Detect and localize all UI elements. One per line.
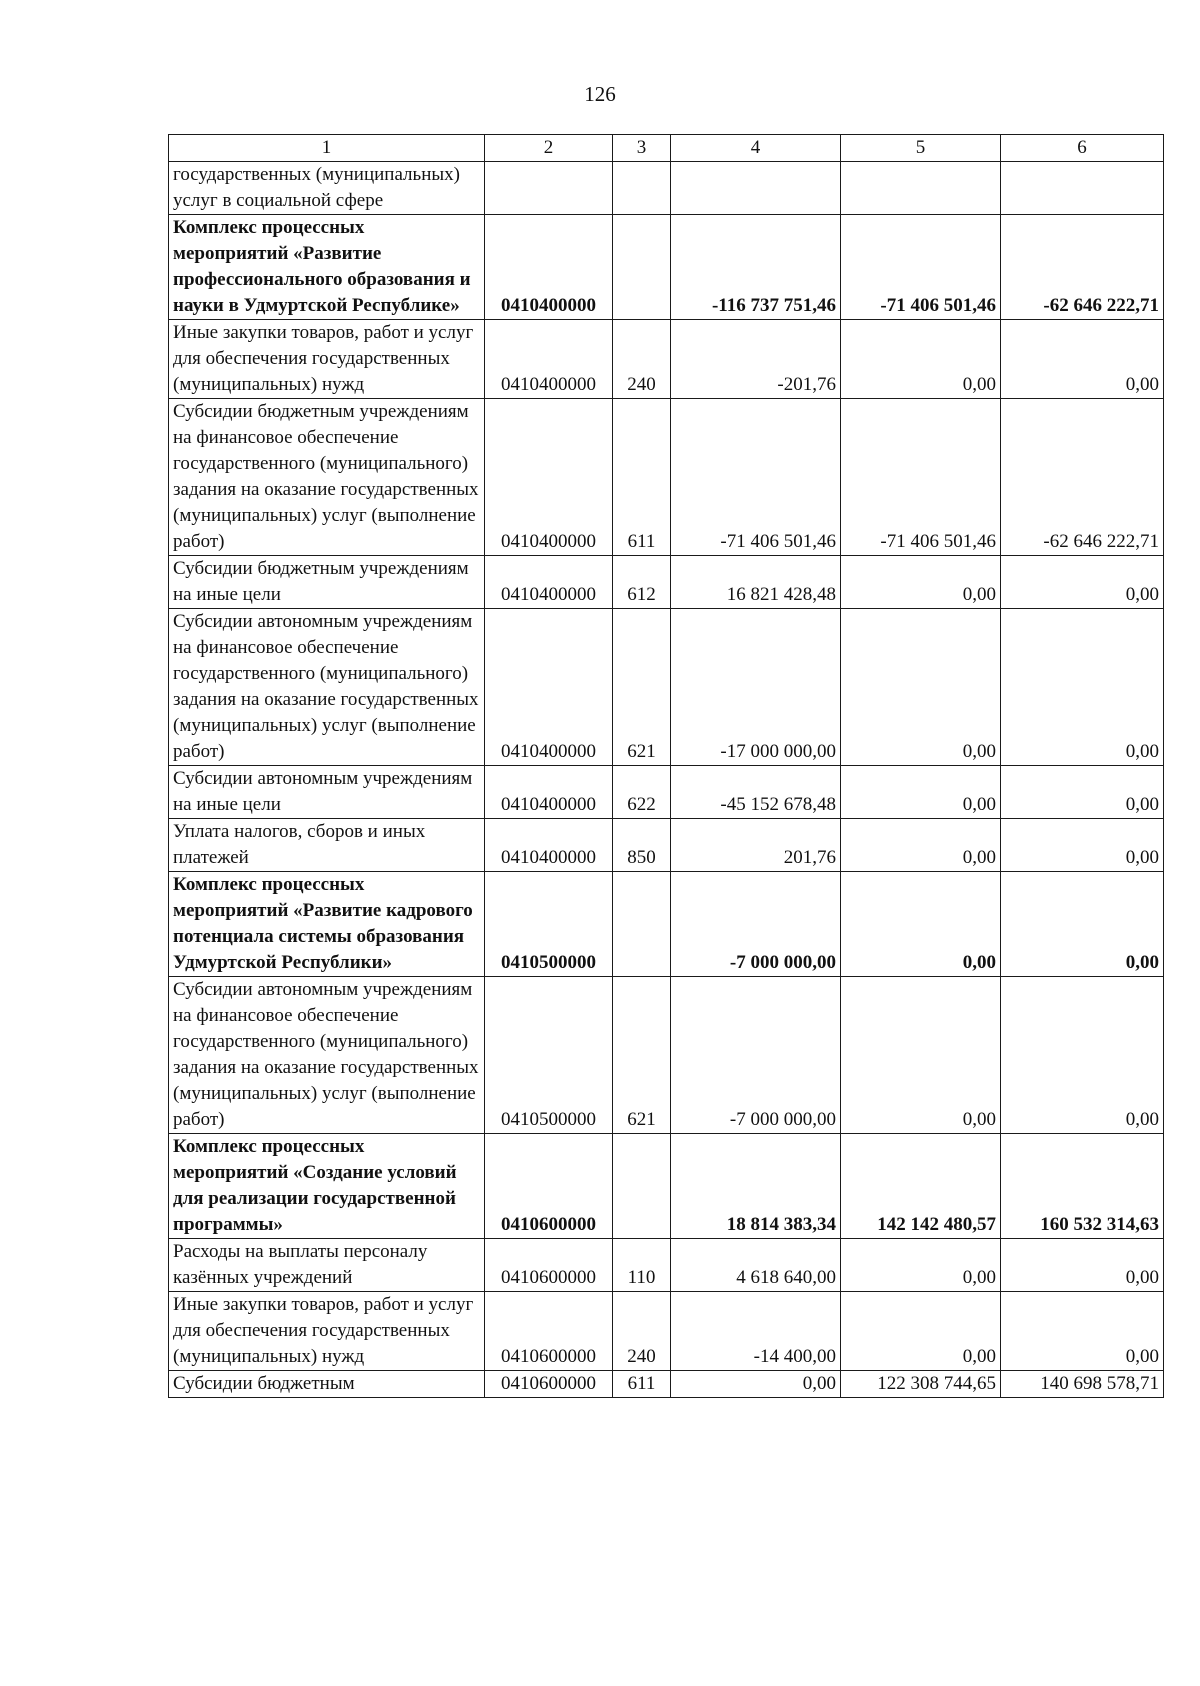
- row-expense-type: [613, 215, 671, 320]
- table-row: [169, 320, 1164, 399]
- page-number: 126: [584, 82, 616, 106]
- table-row: [169, 1292, 1164, 1371]
- row-name: Субсидии автономным учреждениям на иные цели: [169, 766, 485, 819]
- table-row: [169, 977, 1164, 1134]
- table-row: [169, 1239, 1164, 1292]
- row-value-col5: 0,00: [841, 872, 1001, 977]
- row-value-col6: 0,00: [1001, 872, 1164, 977]
- row-value-col6: 0,00: [1001, 320, 1164, 399]
- row-name: государственных (муниципальных) услуг в социальной сфере: [169, 162, 485, 215]
- row-value-col6: -62 646 222,71: [1001, 215, 1164, 320]
- row-value-col4: 18 814 383,34: [671, 1134, 841, 1239]
- row-name: Комплекс процессных мероприятий «Создание условий для реализации государственной программы»: [169, 1134, 485, 1239]
- row-value-col4: -116 737 751,46: [671, 215, 841, 320]
- row-expense-type: 110: [613, 1239, 671, 1292]
- row-value-col6: 140 698 578,71: [1001, 1371, 1164, 1398]
- row-value-col5: 0,00: [841, 1292, 1001, 1371]
- table-row: [169, 556, 1164, 609]
- row-value-col6: 0,00: [1001, 556, 1164, 609]
- row-value-col5: 0,00: [841, 766, 1001, 819]
- row-value-col4: -17 000 000,00: [671, 609, 841, 766]
- row-name: Уплата налогов, сборов и иных платежей: [169, 819, 485, 872]
- row-expense-type: 240: [613, 320, 671, 399]
- row-value-col5: 122 308 744,65: [841, 1371, 1001, 1398]
- column-header: 1: [169, 135, 485, 162]
- row-code: 0410400000: [485, 766, 613, 819]
- row-value-col5: 0,00: [841, 1239, 1001, 1292]
- table-row: [169, 609, 1164, 766]
- row-value-col4: 16 821 428,48: [671, 556, 841, 609]
- row-expense-type: 240: [613, 1292, 671, 1371]
- row-value-col5: 142 142 480,57: [841, 1134, 1001, 1239]
- table-row: [169, 162, 1164, 215]
- row-name: Субсидии бюджетным учреждениям на иные цели: [169, 556, 485, 609]
- row-value-col4: -7 000 000,00: [671, 872, 841, 977]
- row-value-col6: 0,00: [1001, 1239, 1164, 1292]
- row-expense-type: 621: [613, 609, 671, 766]
- row-code: 0410400000: [485, 320, 613, 399]
- table-row: [169, 766, 1164, 819]
- row-value-col5: 0,00: [841, 609, 1001, 766]
- row-value-col6: -62 646 222,71: [1001, 399, 1164, 556]
- row-expense-type: [613, 162, 671, 215]
- row-value-col6: 0,00: [1001, 1292, 1164, 1371]
- row-code: 0410600000: [485, 1371, 613, 1398]
- row-value-col5: [841, 162, 1001, 215]
- row-value-col4: 4 618 640,00: [671, 1239, 841, 1292]
- column-number-header: [169, 135, 1164, 162]
- row-value-col6: 0,00: [1001, 609, 1164, 766]
- row-value-col5: 0,00: [841, 977, 1001, 1134]
- row-expense-type: [613, 1134, 671, 1239]
- row-code: 0410400000: [485, 215, 613, 320]
- row-value-col5: 0,00: [841, 819, 1001, 872]
- row-expense-type: 621: [613, 977, 671, 1134]
- table-row: [169, 819, 1164, 872]
- row-code: [485, 162, 613, 215]
- row-name: Субсидии автономным учреждениям на финансовое обеспечение государственного (муниципального) задания на оказание государственных (муниципальных) услуг (выполнение работ): [169, 977, 485, 1134]
- row-value-col6: [1001, 162, 1164, 215]
- row-expense-type: 611: [613, 399, 671, 556]
- row-value-col5: 0,00: [841, 556, 1001, 609]
- row-code: 0410600000: [485, 1239, 613, 1292]
- row-code: 0410500000: [485, 977, 613, 1134]
- row-value-col5: -71 406 501,46: [841, 399, 1001, 556]
- column-header: 4: [671, 135, 841, 162]
- row-value-col6: 0,00: [1001, 977, 1164, 1134]
- row-expense-type: 612: [613, 556, 671, 609]
- row-value-col6: 0,00: [1001, 766, 1164, 819]
- table-row-group-total: [169, 215, 1164, 320]
- row-code: 0410600000: [485, 1134, 613, 1239]
- column-header: 3: [613, 135, 671, 162]
- row-code: 0410400000: [485, 819, 613, 872]
- row-code: 0410400000: [485, 556, 613, 609]
- row-name: Иные закупки товаров, работ и услуг для обеспечения государственных (муниципальных) нужд: [169, 1292, 485, 1371]
- column-header: 5: [841, 135, 1001, 162]
- table-row-group-total: [169, 1134, 1164, 1239]
- column-header: 2: [485, 135, 613, 162]
- row-value-col4: -45 152 678,48: [671, 766, 841, 819]
- row-value-col4: -14 400,00: [671, 1292, 841, 1371]
- row-value-col6: 0,00: [1001, 819, 1164, 872]
- table-body: [169, 162, 1164, 1398]
- row-value-col6: 160 532 314,63: [1001, 1134, 1164, 1239]
- row-code: 0410600000: [485, 1292, 613, 1371]
- row-code: 0410400000: [485, 399, 613, 556]
- row-value-col4: -201,76: [671, 320, 841, 399]
- budget-table: [168, 134, 1164, 1398]
- table-row: [169, 399, 1164, 556]
- row-value-col4: [671, 162, 841, 215]
- row-name: Комплекс процессных мероприятий «Развитие профессионального образования и науки в Удмуртской Республике»: [169, 215, 485, 320]
- table-row: [169, 1371, 1164, 1398]
- row-name: Субсидии автономным учреждениям на финансовое обеспечение государственного (муниципального) задания на оказание государственных (муниципальных) услуг (выполнение работ): [169, 609, 485, 766]
- row-value-col5: 0,00: [841, 320, 1001, 399]
- row-name: Комплекс процессных мероприятий «Развитие кадрового потенциала системы образования Удмуртской Республики»: [169, 872, 485, 977]
- row-value-col4: -71 406 501,46: [671, 399, 841, 556]
- row-value-col4: 0,00: [671, 1371, 841, 1398]
- row-expense-type: [613, 872, 671, 977]
- row-code: 0410500000: [485, 872, 613, 977]
- row-code: 0410400000: [485, 609, 613, 766]
- table-row-group-total: [169, 872, 1164, 977]
- row-name: Иные закупки товаров, работ и услуг для обеспечения государственных (муниципальных) нужд: [169, 320, 485, 399]
- row-value-col4: 201,76: [671, 819, 841, 872]
- row-name: Расходы на выплаты персоналу казённых учреждений: [169, 1239, 485, 1292]
- row-name: Субсидии бюджетным учреждениям на финансовое обеспечение государственного (муниципального) задания на оказание государственных (муниципальных) услуг (выполнение работ): [169, 399, 485, 556]
- row-value-col4: -7 000 000,00: [671, 977, 841, 1134]
- column-header: 6: [1001, 135, 1164, 162]
- row-expense-type: 850: [613, 819, 671, 872]
- row-expense-type: 622: [613, 766, 671, 819]
- row-expense-type: 611: [613, 1371, 671, 1398]
- row-name: Субсидии бюджетным: [169, 1371, 485, 1398]
- row-value-col5: -71 406 501,46: [841, 215, 1001, 320]
